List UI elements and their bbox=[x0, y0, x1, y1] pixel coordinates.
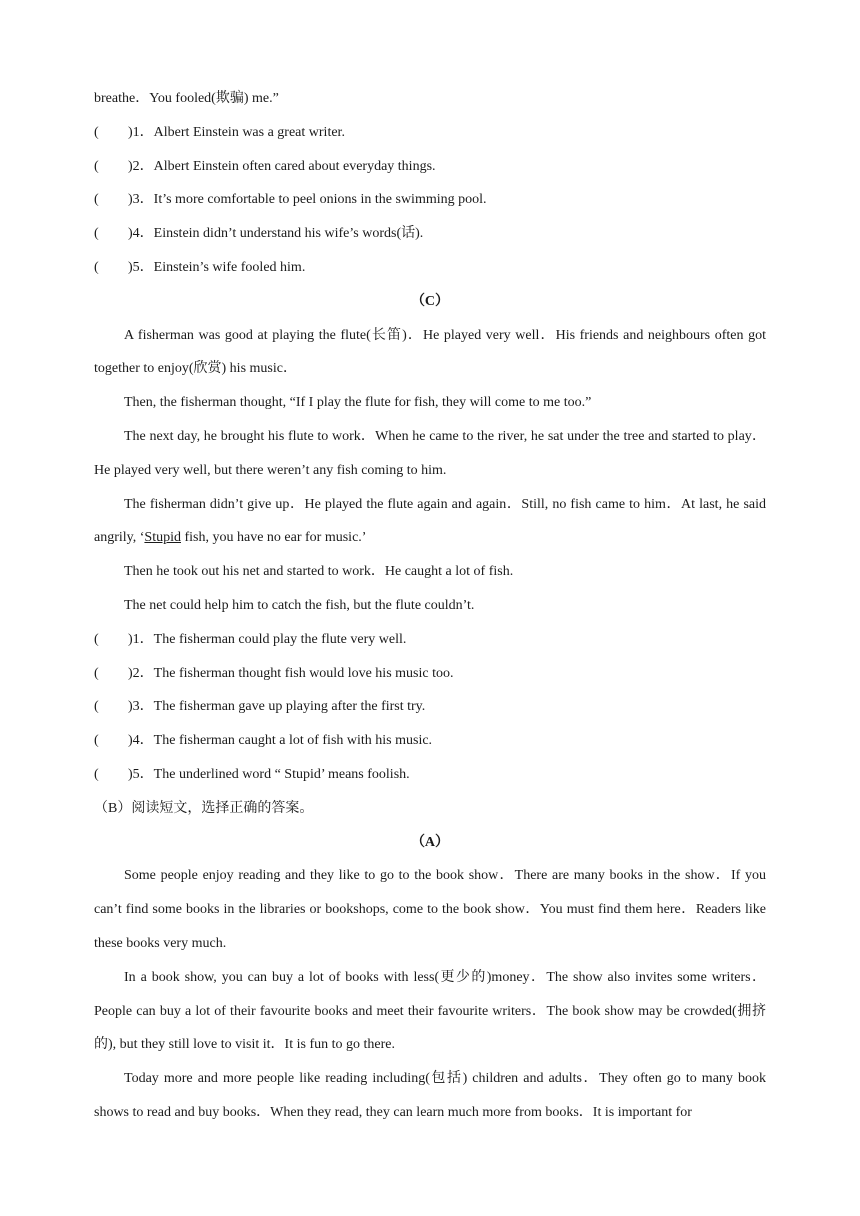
answer-blank[interactable]: ( bbox=[94, 699, 99, 715]
question-text: The underlined word “ Stupid’ means foolish. bbox=[153, 766, 410, 782]
question-number: )4． bbox=[128, 226, 154, 242]
paragraph-text: The fisherman didn’t give up．He played the flute again and again．Still, no fish came to him．At last, he said angrily, ‘ bbox=[94, 496, 766, 546]
paragraph: Then, the fisherman thought, “If I play the flute for fish, they will come to me too.” bbox=[124, 395, 592, 411]
question-text: The fisherman thought fish would love his music too. bbox=[153, 665, 454, 681]
question-number: )2． bbox=[128, 158, 154, 174]
question-number: )3． bbox=[128, 192, 154, 208]
answer-blank[interactable]: ( bbox=[94, 259, 99, 275]
question-text: Einstein didn’t understand his wife’s words(话). bbox=[153, 226, 424, 242]
question-item bbox=[94, 150, 766, 184]
section-c-passage bbox=[94, 319, 766, 623]
question-number: )5． bbox=[128, 259, 154, 275]
question-number: )4． bbox=[128, 733, 154, 749]
answer-blank[interactable]: ( bbox=[94, 158, 99, 174]
answer-blank[interactable]: ( bbox=[94, 124, 99, 140]
paragraph: A fisherman was good at playing the flute(长笛)．He played very well．His friends and neighbours often got together to enjoy(欣赏) his music． bbox=[94, 327, 766, 377]
paragraph-text: fish, you have no ear for music.’ bbox=[181, 530, 367, 546]
question-item bbox=[94, 183, 766, 217]
section-b-questions bbox=[94, 116, 766, 285]
question-text: Albert Einstein was a great writer. bbox=[153, 124, 345, 140]
paragraph: Some people enjoy reading and they like to go to the book show．There are many books in the show．If you can’t find some books in the libraries or bookshops, come to the book show．You must find them here．Readers like these books very much. bbox=[94, 868, 766, 951]
question-text: Einstein’s wife fooled him. bbox=[153, 259, 306, 275]
question-number: )1． bbox=[128, 631, 154, 647]
question-text: The fisherman caught a lot of fish with his music. bbox=[153, 733, 433, 749]
answer-blank[interactable]: ( bbox=[94, 226, 99, 242]
question-number: )2． bbox=[128, 665, 154, 681]
paragraph: In a book show, you can buy a lot of books with less(更少的)money．The show also invites some writers．People can buy a lot of their favourite books and meet their favourite writers．The book show may be crowded(拥挤的), but they still love to visit it．It is fun to go there. bbox=[94, 969, 766, 1053]
section-a-heading: （A） bbox=[410, 834, 450, 850]
underlined-word: Stupid bbox=[144, 530, 181, 546]
answer-blank[interactable]: ( bbox=[94, 766, 99, 782]
part-b-title: （B）阅读短文，选择正确的答案。 bbox=[94, 800, 314, 816]
question-item bbox=[94, 690, 766, 724]
question-item bbox=[94, 657, 766, 691]
question-text: It’s more comfortable to peel onions in the swimming pool. bbox=[153, 192, 487, 208]
question-item bbox=[94, 623, 766, 657]
question-text: The fisherman gave up playing after the first try. bbox=[153, 699, 426, 715]
answer-blank[interactable]: ( bbox=[94, 665, 99, 681]
answer-blank[interactable]: ( bbox=[94, 733, 99, 749]
question-text: The fisherman could play the flute very well. bbox=[153, 631, 407, 647]
question-number: )3． bbox=[128, 699, 154, 715]
paragraph: The net could help him to catch the fish, but the flute couldn’t. bbox=[124, 597, 475, 613]
answer-blank[interactable]: ( bbox=[94, 631, 99, 647]
question-number: )5． bbox=[128, 766, 154, 782]
paragraph: Then he took out his net and started to work．He caught a lot of fish. bbox=[124, 564, 514, 580]
question-item bbox=[94, 251, 766, 285]
question-item bbox=[94, 217, 766, 251]
paragraph: Today more and more people like reading including(包括) children and adults．They often go to many book shows to read and buy books．When they read, they can learn much more from books．It is important for bbox=[94, 1071, 766, 1120]
document-page bbox=[94, 82, 766, 1130]
question-number: )1． bbox=[128, 124, 154, 140]
question-item bbox=[94, 758, 766, 792]
paragraph bbox=[94, 488, 766, 556]
question-item bbox=[94, 116, 766, 150]
question-text: Albert Einstein often cared about everyday things. bbox=[153, 158, 436, 174]
section-a-passage bbox=[94, 859, 766, 1129]
section-c-questions bbox=[94, 623, 766, 792]
section-c-heading: （C） bbox=[410, 293, 450, 309]
continued-text-line: breathe．You fooled(欺骗) me.” bbox=[94, 91, 279, 106]
answer-blank[interactable]: ( bbox=[94, 192, 99, 208]
question-item bbox=[94, 724, 766, 758]
paragraph: The next day, he brought his flute to work．When he came to the river, he sat under the tree and started to play．He played very well, but there weren’t any fish coming to him. bbox=[94, 428, 766, 478]
